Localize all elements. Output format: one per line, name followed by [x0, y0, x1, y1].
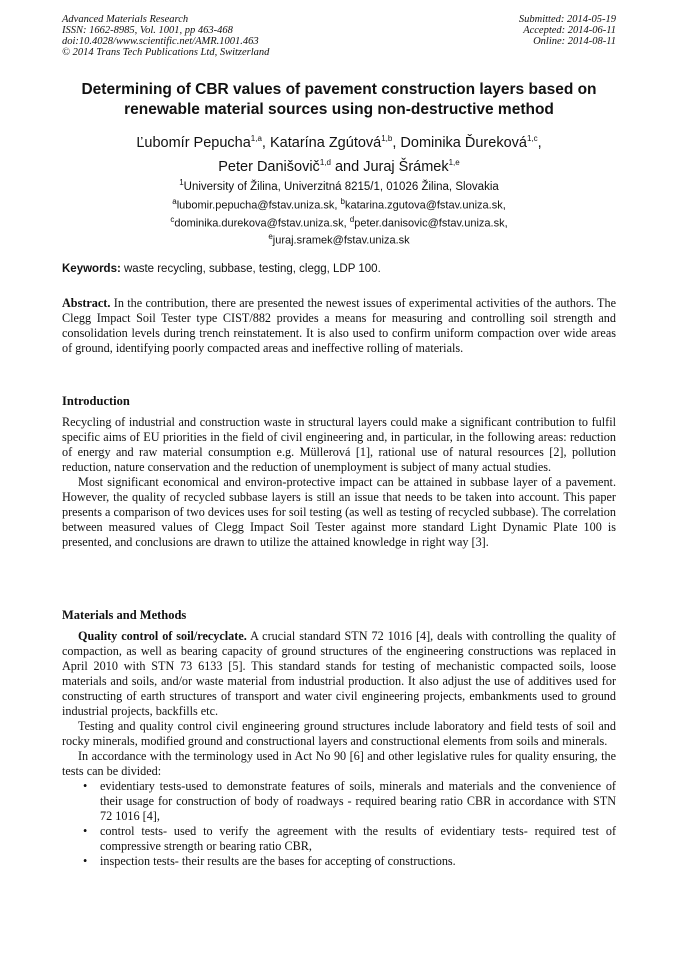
keywords-label: Keywords: [62, 263, 121, 275]
issn-line: ISSN: 1662-8985, Vol. 1001, pp 463-468 [62, 25, 233, 36]
email-mark: a [172, 197, 177, 206]
email-mark: d [349, 214, 355, 224]
doi-line: doi:10.4028/www.scientific.net/AMR.1001.463 [62, 36, 259, 47]
author-separator: , [261, 134, 270, 151]
author-affiliation-mark: 1,b [381, 134, 393, 143]
introduction-body [62, 415, 616, 550]
section-heading-introduction: Introduction [62, 394, 130, 408]
affiliation-text: University of Žilina, Univerzitná 8215/1, 01026 Žilina, Slovakia [183, 180, 499, 193]
author-emails [62, 195, 616, 248]
list-item: • inspection tests- their results are the bases for accepting of constructions. [100, 854, 616, 869]
submitted-date: Submitted: 2014-05-19 [518, 14, 616, 25]
abstract [62, 296, 616, 356]
accepted-date: Accepted: 2014-06-11 [523, 25, 616, 36]
paragraph: Recycling of industrial and construction waste in structural layers could make a significant contribution to fulfil specific aims of EU priorities in the field of civil engineering and, in particular, in the following areas: reduction of energy and raw material consumption e.g. Müllerová [1], rational use of natural resources [2], pollution reduction, nature conservation and the reduction of unemployment is subject of many actual studies. [62, 415, 616, 474]
paragraph: Testing and quality control civil engineering ground structures include laboratory and field tests of soil and rocky minerals, modified ground and constructional layers and constructional elements from soils and minerals. [62, 719, 616, 748]
email-mark: e [268, 232, 273, 242]
paragraph-text: A crucial standard STN 72 1016 [4], deals with controlling the quality of compaction, as well as bearing capacity of ground structures of the engineering constructions was replaced in April 2010 with STN 73 6133 [5]. This standard stands for testing of mechanistic compacted soils, loose materials and soils, and/or waste material from industrial production. It also adjust the use of additives used for constructing of earth structures of transport and water civil engineering projects, embankments used to ground industrial projects, backfills etc. [62, 629, 616, 718]
author-name: Katarína Zgútová [269, 134, 382, 151]
copyright-line: © 2014 Trans Tech Publications Ltd, Switzerland [62, 47, 270, 58]
author-name: Dominika Ďureková [400, 134, 527, 151]
author-affiliation-mark: 1,c [526, 134, 538, 143]
journal-header-left [62, 14, 269, 58]
online-date: Online: 2014-08-11 [533, 36, 616, 47]
affiliation [62, 176, 616, 194]
paragraph: In accordance with the terminology used in Act No 90 [6] and other legislative rules for quality ensuring, the tests can be divided: [62, 749, 616, 778]
journal-header-right [519, 14, 616, 47]
email-address: juraj.sramek@fstav.uniza.sk [272, 234, 410, 247]
author-separator: , [392, 134, 401, 151]
author-affiliation-mark: 1,e [448, 157, 460, 167]
paragraph: Most significant economical and environ-protective impact can be attained in subbase layer of a pavement. However, the quality of recycled subbase layers is still an issue that needs to be taken into account. This paper presents a comparison of two devices uses for soil testing (as well as testing of recycled subbase). The correlation between measured values of Clegg Impact Soil Tester against more standard Light Dynamic Plate 100 is presented, and conclusions are drawn to utilize the attained knowledge in right way [3]. [62, 475, 616, 549]
paper-title: Determining of CBR values of pavement construction layers based on renewable material sources using non-destructive method [81, 81, 597, 118]
keywords-text: waste recycling, subbase, testing, clegg, LDP 100. [120, 263, 381, 275]
journal-name: Advanced Materials Research [62, 14, 189, 25]
author-name: Ľubomír Pepucha [136, 134, 251, 151]
email-mark: b [340, 197, 345, 206]
affiliation-mark: 1 [179, 178, 184, 187]
abstract-label: Abstract. [62, 296, 111, 310]
abstract-text: In the contribution, there are presented the newest issues of experimental activities of the authors. The Clegg Impact Soil Tester type CIST/882 provides a means for measuring and controlling soil strength and consolidation levels during trench reinstatement. It is also used to confirm uniform compaction over wide areas of ground, identifying poorly compacted areas and ineffective rolling of materials. [62, 296, 616, 355]
email-address: katarina.zgutova@fstav.uniza.sk, [344, 199, 506, 212]
list-item: • control tests- used to verify the agreement with the results of evidentiary tests- required test of compressive strength or bearing ratio CBR, [100, 824, 616, 854]
author-separator: , [537, 134, 542, 151]
materials-methods-body [62, 629, 616, 869]
email-mark: c [170, 214, 175, 224]
list-item: • evidentiary tests-used to demonstrate features of soils, minerals and materials and the convenience of their usage for construction of body of roadways - required bearing ratio CBR in accordance with STN 72 1016 [4], [100, 779, 616, 824]
author-separator: and [330, 158, 364, 175]
author-affiliation-mark: 1,d [319, 157, 331, 167]
email-address: dominika.durekova@fstav.uniza.sk, [174, 217, 347, 230]
author-name: Peter Danišovič [218, 158, 320, 175]
test-type-list [62, 779, 616, 869]
email-address: lubomir.pepucha@fstav.uniza.sk, [176, 199, 338, 212]
author-affiliation-mark: 1,a [250, 134, 262, 143]
keywords [62, 262, 616, 276]
section-heading-materials-methods: Materials and Methods [62, 608, 187, 622]
author-list [62, 129, 616, 177]
subsection-heading: Quality control of soil/recyclate. [78, 629, 247, 643]
email-address: peter.danisovic@fstav.uniza.sk, [354, 217, 508, 230]
author-name: Juraj Šrámek [363, 158, 449, 175]
